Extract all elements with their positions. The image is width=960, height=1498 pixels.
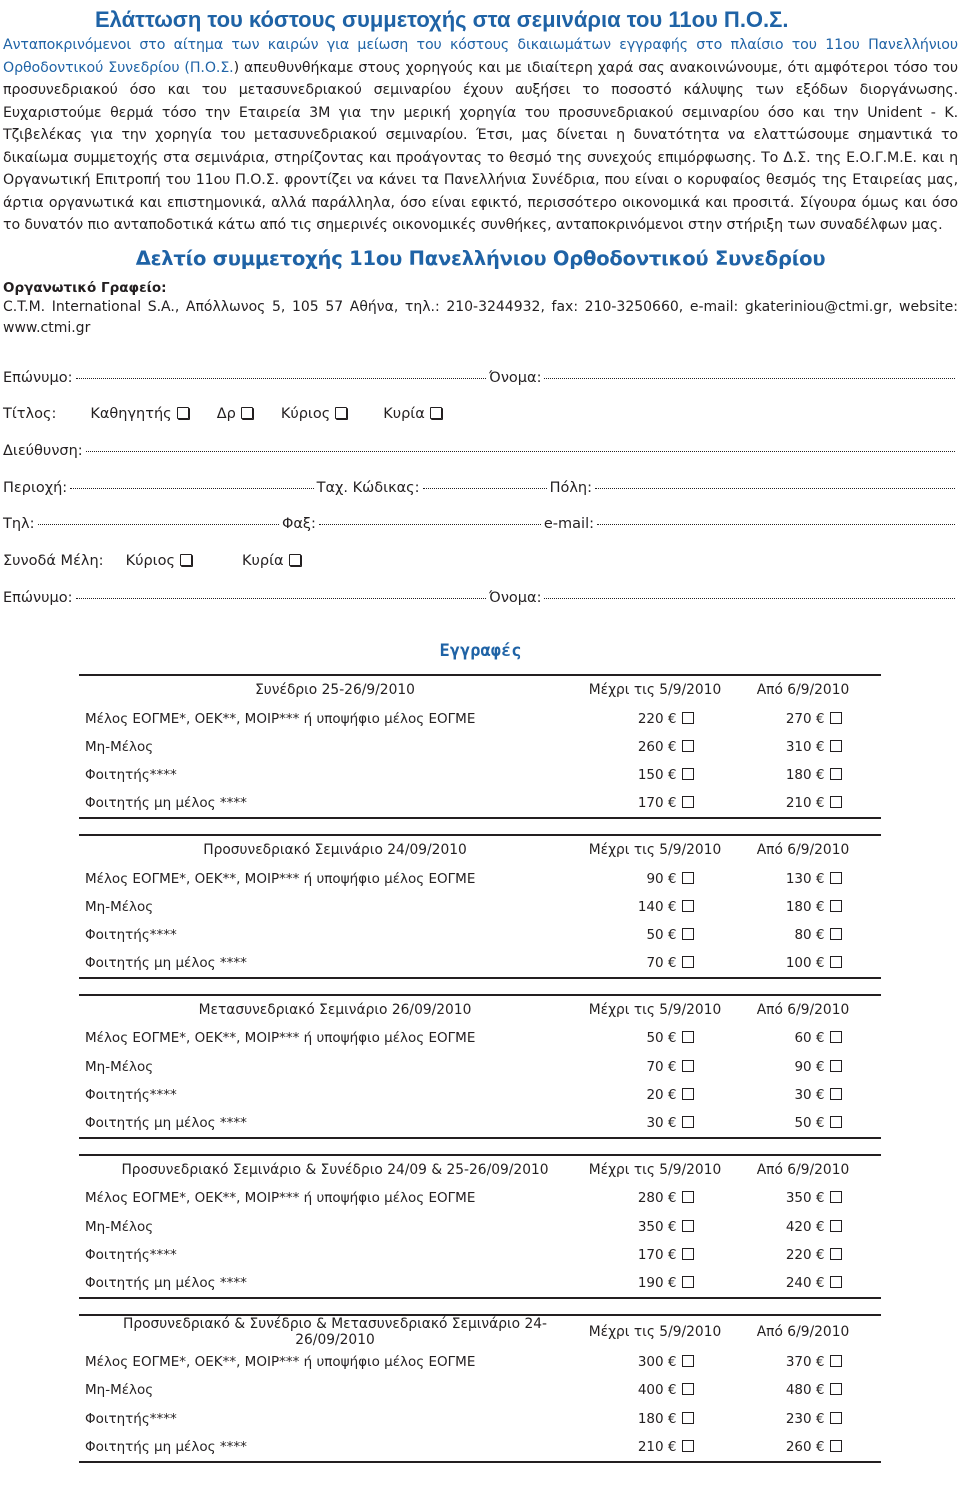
checkbox-icon[interactable] <box>830 1383 842 1395</box>
fee-table-wrapper <box>3 834 958 979</box>
checkbox-icon[interactable] <box>682 1060 694 1072</box>
fee-category: Φοιτητής**** <box>85 1246 177 1263</box>
fee-table-early-header: Μέχρι τις 5/9/2010 <box>585 835 725 864</box>
fee-table-row <box>79 1109 881 1138</box>
fee-category: Μη-Μέλος <box>85 1382 154 1399</box>
fee-category: Μη-Μέλος <box>85 1058 154 1075</box>
checkbox-icon[interactable] <box>830 1031 842 1043</box>
checkbox-icon[interactable] <box>830 872 842 884</box>
name-label: Όνομα: <box>489 369 542 386</box>
checkbox-icon[interactable] <box>682 712 694 724</box>
title-option-mr-label: Κύριος <box>280 406 331 423</box>
checkbox-icon[interactable] <box>682 740 694 752</box>
late-fee-amount: 260 € <box>785 1438 825 1455</box>
checkbox-icon[interactable] <box>682 1355 694 1367</box>
late-fee-cell[interactable] <box>725 733 881 761</box>
early-fee-amount: 400 € <box>637 1382 677 1399</box>
fee-table-header <box>79 675 881 704</box>
late-fee-cell[interactable] <box>725 1433 881 1462</box>
checkbox-icon[interactable] <box>682 1031 694 1043</box>
intro-paragraph <box>3 34 958 237</box>
fee-table-row <box>79 893 881 921</box>
checkbox-icon[interactable] <box>682 1220 694 1232</box>
fee-category: Μέλος ΕΟΓΜΕ*, ΟΕΚ**, ΜΟΙΡ*** ή υποψήφιο μέλος ΕΟΓΜΕ <box>85 1354 476 1371</box>
late-fee-amount: 80 € <box>794 926 825 943</box>
early-fee-cell[interactable] <box>585 705 725 733</box>
fee-category: Μη-Μέλος <box>85 738 154 755</box>
fee-category: Φοιτητής μη μέλος **** <box>79 1269 585 1298</box>
fee-table-wrapper <box>3 994 958 1139</box>
fee-table-late-header: Από 6/9/2010 <box>725 835 881 864</box>
companion-option-mr-label: Κύριος <box>125 552 175 569</box>
fee-table <box>79 1314 881 1463</box>
companion-option-mrs-label: Κυρία <box>241 552 284 569</box>
late-fee-cell[interactable] <box>725 1109 881 1138</box>
area-label: Περιοχή: <box>3 479 68 496</box>
late-fee-cell[interactable] <box>725 1053 881 1081</box>
checkbox-icon[interactable] <box>682 928 694 940</box>
fee-table <box>79 994 881 1139</box>
fee-table-late-header: Από 6/9/2010 <box>725 995 881 1024</box>
early-fee-cell[interactable] <box>585 949 725 978</box>
fee-table-event-title: Συνέδριο 25-26/9/2010 <box>79 675 585 704</box>
fee-category: Φοιτητής μη μέλος **** <box>79 789 585 818</box>
early-fee-amount: 170 € <box>637 795 677 812</box>
fee-table-wrapper <box>3 674 958 819</box>
form-row-area <box>3 478 958 515</box>
checkbox-icon[interactable] <box>830 900 842 912</box>
title-label: Τίτλος: <box>3 406 57 423</box>
fee-category: Φοιτητής μη μέλος **** <box>79 1433 585 1462</box>
early-fee-cell[interactable] <box>585 789 725 818</box>
companion-surname-field[interactable] <box>76 598 487 599</box>
late-fee-cell[interactable] <box>725 1184 881 1212</box>
form-row-title <box>3 404 958 441</box>
fee-table-row <box>79 789 881 818</box>
checkbox-icon[interactable] <box>682 1276 694 1288</box>
early-fee-cell[interactable] <box>585 1433 725 1462</box>
fee-table-row <box>79 705 881 733</box>
city-label: Πόλη: <box>549 479 592 496</box>
companion-surname-label: Επώνυμο: <box>3 589 73 606</box>
fee-table-late-header: Από 6/9/2010 <box>725 1155 881 1184</box>
early-fee-amount: 190 € <box>637 1274 677 1291</box>
fee-table-header <box>79 995 881 1024</box>
late-fee-amount: 230 € <box>785 1410 825 1427</box>
early-fee-cell[interactable] <box>585 1053 725 1081</box>
checkbox-icon[interactable] <box>682 1440 694 1452</box>
checkbox-icon[interactable] <box>682 900 694 912</box>
fee-table-row <box>79 1376 881 1404</box>
fee-table-event-title: Προσυνεδριακό Σεμινάριο & Συνέδριο 24/09 & 25-26/09/2010 <box>79 1155 585 1184</box>
checkbox-icon[interactable] <box>830 1276 842 1288</box>
checkbox-icon[interactable] <box>241 407 253 419</box>
postcode-field[interactable] <box>423 488 547 489</box>
org-office-details: C.T.M. International S.A., Απόλλωνος 5, 105 57 Αθήνα, τηλ.: 210-3244932, fax: 210-3250660, e-mail: gkateriniou@ctmi.gr, website: www.ctmi.gr <box>3 298 958 336</box>
fee-table-row <box>79 761 881 789</box>
fee-table-early-header: Μέχρι τις 5/9/2010 <box>585 1315 725 1348</box>
early-fee-cell[interactable] <box>585 733 725 761</box>
fee-table-event-title: Μετασυνεδριακό Σεμινάριο 26/09/2010 <box>79 995 585 1024</box>
surname-label: Επώνυμο: <box>3 369 73 386</box>
fee-table <box>79 674 881 819</box>
fee-table-early-header: Μέχρι τις 5/9/2010 <box>585 675 725 704</box>
fee-table-header <box>79 1155 881 1184</box>
intro-body: ) απευθυνθήκαμε στους χορηγούς και με ιδιαίτερη χαρά σας ανακοινώνουμε, ότι αμφότεροι τόσο του προσυνεδριακού όσο και του μετασυνεδριακού σεμιναρίου έχουν αυξήσει το ποσοστό κάλυψης των εξόδων διοργάνωσης. Ευχαριστούμε θερμά τόσο την Εταιρεία 3Μ για την μερική χορηγία του προσυνεδριακού σεμιναρίου όσο και την Unident - Κ. Τζιβελέκας για την χορηγία του μετασυνεδριακού σεμιναρίου. Έτσι, μας δίνεται η δυνατότητα να ελαττώσουμε σημαντικά το δικαίωμα συμμετοχής στα σεμινάρια, στηρίζοντας και προάγοντας το θεσμό της συνεχούς επιμόρφωσης. Το Δ.Σ. της Ε.Ο.Γ.Μ.Ε. και η Οργανωτική Επιτροπή του 11ου Π.Ο.Σ. φροντίζει να κάνει τα Πανελλήνια Συνέδρια, που είναι ο κορυφαίος θεσμός της Εταιρείας μας, άρτια οργανωτικά και επιστημονικά, αλλά παράλληλα, όσο είναι εφικτό, περισσότερο οικονομικά και προσιτά. Σίγουρα όμως και όσο το δυνατόν πιο ανταποδοτικά κάτω από τις σημερινές οικονομικές συνθήκες, ανταποκρινόμενοι στην στήριξη των συναδέλφων μας. <box>3 59 958 233</box>
form-row-address <box>3 441 958 478</box>
early-fee-amount: 280 € <box>637 1190 677 1207</box>
checkbox-icon[interactable] <box>177 407 189 419</box>
title-option-mrs[interactable] <box>383 404 442 424</box>
early-fee-amount: 50 € <box>646 1030 677 1047</box>
early-fee-cell[interactable] <box>585 1184 725 1212</box>
checkbox-icon[interactable] <box>830 1060 842 1072</box>
late-fee-cell[interactable] <box>725 1024 881 1052</box>
companion-name-label: Όνομα: <box>489 589 542 606</box>
fee-table <box>79 1154 881 1299</box>
late-fee-amount: 420 € <box>785 1218 825 1235</box>
title-option-professor[interactable] <box>90 404 188 424</box>
fee-category: Φοιτητής μη μέλος **** <box>79 1109 585 1138</box>
form-row-companion-surname-name <box>3 588 958 625</box>
early-fee-amount: 220 € <box>637 710 677 727</box>
fee-table-row <box>79 1241 881 1269</box>
fee-table-row <box>79 1024 881 1052</box>
late-fee-cell[interactable] <box>725 1081 881 1109</box>
title-option-dr[interactable] <box>217 404 253 424</box>
late-fee-cell[interactable] <box>725 864 881 892</box>
fee-table-row <box>79 1081 881 1109</box>
late-fee-amount: 240 € <box>785 1274 825 1291</box>
fee-table-row <box>79 864 881 892</box>
companion-label: Συνοδά Μέλη: <box>3 552 104 569</box>
companion-name-field[interactable] <box>544 598 955 599</box>
fee-category: Μη-Μέλος <box>85 898 154 915</box>
early-fee-cell[interactable] <box>585 1404 725 1432</box>
fee-category: Μέλος ΕΟΓΜΕ*, ΟΕΚ**, ΜΟΙΡ*** ή υποψήφιο μέλος ΕΟΓΜΕ <box>85 1190 476 1207</box>
form-subtitle: Δελτίο συμμετοχής 11ου Πανελλήνιου Ορθοδοντικού Συνεδρίου <box>135 246 826 270</box>
title-option-dr-label: Δρ <box>216 406 236 423</box>
checkbox-icon[interactable] <box>682 796 694 808</box>
area-field[interactable] <box>70 488 313 489</box>
city-field[interactable] <box>595 488 955 489</box>
checkbox-icon[interactable] <box>830 1248 842 1260</box>
early-fee-amount: 70 € <box>646 955 677 972</box>
early-fee-amount: 260 € <box>637 738 677 755</box>
fee-table-row <box>79 1348 881 1376</box>
title-option-mr[interactable] <box>281 404 347 424</box>
fee-table-wrapper <box>3 1154 958 1299</box>
early-fee-amount: 170 € <box>637 1246 677 1263</box>
early-fee-amount: 210 € <box>637 1438 677 1455</box>
early-fee-amount: 350 € <box>637 1218 677 1235</box>
early-fee-cell[interactable] <box>585 921 725 949</box>
form-row-surname-name <box>3 368 958 405</box>
late-fee-amount: 310 € <box>785 738 825 755</box>
checkbox-icon[interactable] <box>682 1248 694 1260</box>
fee-category: Φοιτητής**** <box>85 1086 177 1103</box>
late-fee-amount: 100 € <box>785 955 825 972</box>
title-option-professor-label: Καθηγητής <box>90 406 172 423</box>
fee-table-wrapper <box>3 1314 958 1463</box>
checkbox-icon[interactable] <box>682 768 694 780</box>
checkbox-icon[interactable] <box>830 928 842 940</box>
address-field[interactable] <box>86 451 955 452</box>
checkbox-icon[interactable] <box>682 1412 694 1424</box>
early-fee-cell[interactable] <box>585 1376 725 1404</box>
fee-category: Φοιτητής μη μέλος **** <box>79 949 585 978</box>
checkbox-icon[interactable] <box>335 407 347 419</box>
early-fee-amount: 90 € <box>646 870 677 887</box>
early-fee-cell[interactable] <box>585 1348 725 1376</box>
name-field[interactable] <box>544 378 955 379</box>
phone-field[interactable] <box>38 524 279 525</box>
checkbox-icon[interactable] <box>830 1440 842 1452</box>
early-fee-amount: 140 € <box>637 898 677 915</box>
title-option-mrs-label: Κυρία <box>383 406 425 423</box>
fee-category: Φοιτητής**** <box>85 926 177 943</box>
early-fee-cell[interactable] <box>585 1081 725 1109</box>
fee-table-row <box>79 1053 881 1081</box>
checkbox-icon[interactable] <box>682 1191 694 1203</box>
early-fee-amount: 30 € <box>646 1115 677 1132</box>
fee-table-row <box>79 1184 881 1212</box>
fee-table-header <box>79 835 881 864</box>
early-fee-cell[interactable] <box>585 761 725 789</box>
fee-table-early-header: Μέχρι τις 5/9/2010 <box>585 1155 725 1184</box>
surname-field[interactable] <box>76 378 487 379</box>
fee-table-row <box>79 949 881 978</box>
checkbox-icon[interactable] <box>830 1355 842 1367</box>
fee-category: Μέλος ΕΟΓΜΕ*, ΟΕΚ**, ΜΟΙΡ*** ή υποψήφιο μέλος ΕΟΓΜΕ <box>85 710 476 727</box>
late-fee-amount: 60 € <box>794 1030 825 1047</box>
checkbox-icon[interactable] <box>830 1191 842 1203</box>
early-fee-cell[interactable] <box>585 1241 725 1269</box>
early-fee-cell[interactable] <box>585 1213 725 1241</box>
fee-category: Μη-Μέλος <box>85 1218 154 1235</box>
early-fee-amount: 50 € <box>646 926 677 943</box>
late-fee-amount: 350 € <box>785 1190 825 1207</box>
registrations-title: Εγγραφές <box>439 641 522 662</box>
fee-table-late-header: Από 6/9/2010 <box>725 1315 881 1348</box>
early-fee-cell[interactable] <box>585 864 725 892</box>
fee-table-row <box>79 1269 881 1298</box>
late-fee-cell[interactable] <box>725 949 881 978</box>
fee-table-header <box>79 1315 881 1348</box>
fee-table <box>79 834 881 979</box>
late-fee-cell[interactable] <box>725 761 881 789</box>
checkbox-icon[interactable] <box>682 1116 694 1128</box>
fee-table-row <box>79 733 881 761</box>
late-fee-cell[interactable] <box>725 1376 881 1404</box>
registration-tables <box>3 674 958 1463</box>
fee-table-row <box>79 921 881 949</box>
late-fee-cell[interactable] <box>725 1404 881 1432</box>
page-title: Ελάττωση του κόστους συμμετοχής στα σεμινάρια του 11ου Π.Ο.Σ. <box>95 7 789 32</box>
companion-option-mrs[interactable] <box>242 551 301 571</box>
checkbox-icon[interactable] <box>830 1220 842 1232</box>
address-label: Διεύθυνση: <box>3 442 83 459</box>
checkbox-icon[interactable] <box>830 1116 842 1128</box>
postcode-label: Ταχ. Κώδικας: <box>316 479 420 496</box>
fee-table-row <box>79 1433 881 1462</box>
fee-category: Φοιτητής**** <box>85 1410 177 1427</box>
checkbox-icon[interactable] <box>289 554 301 566</box>
late-fee-cell[interactable] <box>725 921 881 949</box>
intro-lead: Ανταποκρινόμενοι στο αίτημα των καιρών για μείωση του κόστους δικαιωμάτων εγγραφής στο πλαίσιο του 11ου Πανελλήνιου Ορθοδοντικού Συνεδρίου (Π.Ο.Σ. <box>3 37 958 76</box>
fee-table-event-title: Προσυνεδριακό & Συνέδριο & Μετασυνεδριακό Σεμινάριο 24-26/09/2010 <box>79 1315 585 1348</box>
checkbox-icon[interactable] <box>830 796 842 808</box>
fee-category: Φοιτητής**** <box>85 766 177 783</box>
late-fee-cell[interactable] <box>725 1348 881 1376</box>
form-row-companions <box>3 551 958 588</box>
fee-category: Μέλος ΕΟΓΜΕ*, ΟΕΚ**, ΜΟΙΡ*** ή υποψήφιο μέλος ΕΟΓΜΕ <box>85 870 476 887</box>
late-fee-amount: 210 € <box>785 795 825 812</box>
late-fee-cell[interactable] <box>725 893 881 921</box>
late-fee-cell[interactable] <box>725 1241 881 1269</box>
checkbox-icon[interactable] <box>830 712 842 724</box>
checkbox-icon[interactable] <box>830 956 842 968</box>
early-fee-amount: 150 € <box>637 766 677 783</box>
org-office-label: Οργανωτικό Γραφείο: <box>3 279 167 296</box>
late-fee-amount: 90 € <box>794 1058 825 1075</box>
early-fee-amount: 20 € <box>646 1086 677 1103</box>
fee-table-late-header: Από 6/9/2010 <box>725 675 881 704</box>
late-fee-cell[interactable] <box>725 1269 881 1298</box>
late-fee-cell[interactable] <box>725 1213 881 1241</box>
fee-table-row <box>79 1213 881 1241</box>
checkbox-icon[interactable] <box>682 956 694 968</box>
late-fee-amount: 30 € <box>794 1086 825 1103</box>
fee-table-row <box>79 1404 881 1432</box>
fee-table-early-header: Μέχρι τις 5/9/2010 <box>585 995 725 1024</box>
late-fee-amount: 130 € <box>785 870 825 887</box>
form-row-contact <box>3 514 958 551</box>
late-fee-cell[interactable] <box>725 705 881 733</box>
checkbox-icon[interactable] <box>682 1383 694 1395</box>
fax-field[interactable] <box>319 524 541 525</box>
checkbox-icon[interactable] <box>682 1088 694 1100</box>
email-field[interactable] <box>597 524 955 525</box>
late-fee-cell[interactable] <box>725 789 881 818</box>
late-fee-amount: 270 € <box>785 710 825 727</box>
fee-category: Μέλος ΕΟΓΜΕ*, ΟΕΚ**, ΜΟΙΡ*** ή υποψήφιο μέλος ΕΟΓΜΕ <box>85 1030 476 1047</box>
checkbox-icon[interactable] <box>830 1088 842 1100</box>
early-fee-cell[interactable] <box>585 1269 725 1298</box>
early-fee-cell[interactable] <box>585 893 725 921</box>
early-fee-amount: 300 € <box>637 1354 677 1371</box>
checkbox-icon[interactable] <box>830 740 842 752</box>
early-fee-cell[interactable] <box>585 1024 725 1052</box>
late-fee-amount: 50 € <box>794 1115 825 1132</box>
early-fee-amount: 180 € <box>637 1410 677 1427</box>
late-fee-amount: 480 € <box>785 1382 825 1399</box>
fax-label: Φαξ: <box>281 516 316 533</box>
late-fee-amount: 370 € <box>785 1354 825 1371</box>
checkbox-icon[interactable] <box>830 1412 842 1424</box>
early-fee-cell[interactable] <box>585 1109 725 1138</box>
checkbox-icon[interactable] <box>430 407 442 419</box>
email-label: e-mail: <box>543 516 594 533</box>
checkbox-icon[interactable] <box>180 554 192 566</box>
checkbox-icon[interactable] <box>830 768 842 780</box>
checkbox-icon[interactable] <box>682 872 694 884</box>
late-fee-amount: 180 € <box>785 898 825 915</box>
late-fee-amount: 220 € <box>785 1246 825 1263</box>
phone-label: Τηλ: <box>3 516 35 533</box>
late-fee-amount: 180 € <box>785 766 825 783</box>
companion-option-mr[interactable] <box>126 551 192 571</box>
fee-table-event-title: Προσυνεδριακό Σεμινάριο 24/09/2010 <box>79 835 585 864</box>
early-fee-amount: 70 € <box>646 1058 677 1075</box>
